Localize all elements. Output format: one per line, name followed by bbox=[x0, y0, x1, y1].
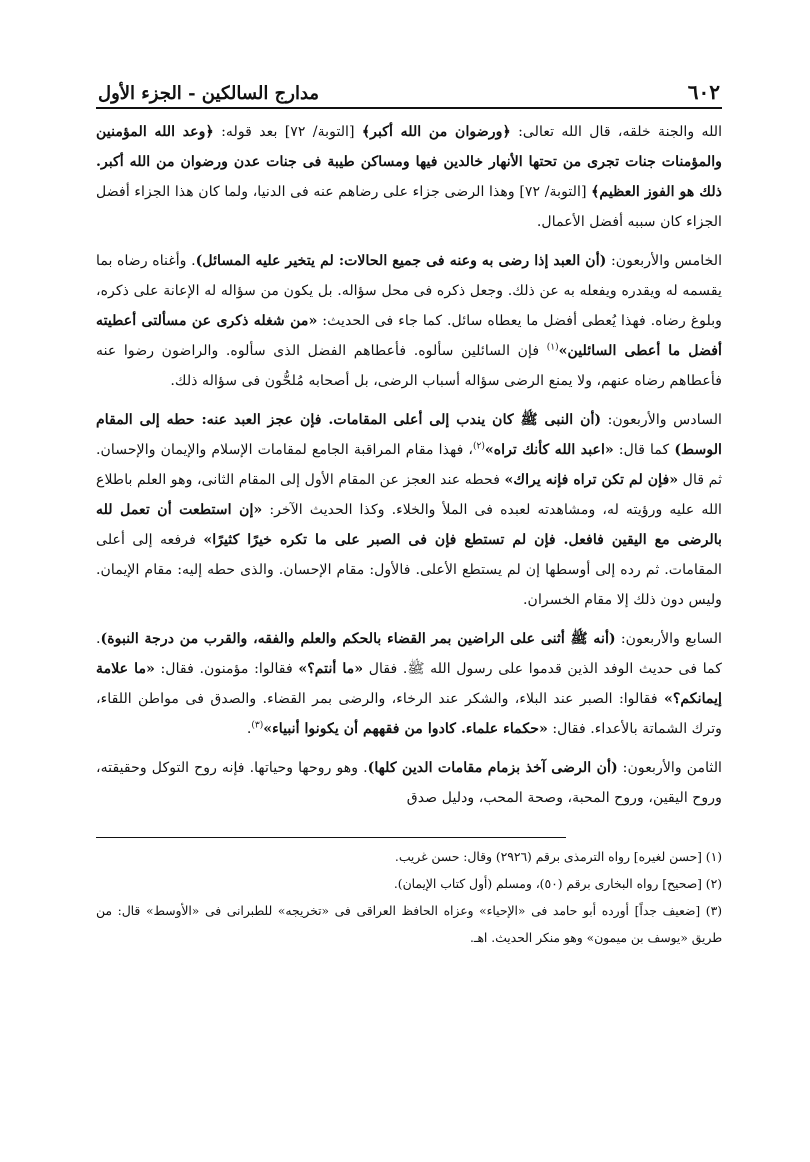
page-header bbox=[96, 70, 722, 109]
emphasized-text: «اعبد الله كأنك تراه» bbox=[484, 442, 614, 458]
paragraph bbox=[96, 246, 722, 396]
page-number: ٦٠٢ bbox=[687, 80, 720, 104]
emphasized-text: (أنه ﷺ أثنى على الراضين بمر القضاء بالحكم والعلم والفقه، والقرب من درجة النبوة) bbox=[100, 631, 616, 647]
text-run: فإن السائلين سألوه. فأعطاهم الفضل الذى سألوه. والراضون رضوا عنه فأعطاهم رضاه عنهم، ولا يمنع الرضى سؤاله أسباب الرضى، بل أصحابه مُلحُّون فى سؤاله ذلك. bbox=[96, 343, 722, 389]
emphasized-text: ﴿وعد الله المؤمنين والمؤمنات جنات تجرى من تحتها الأنهار خالدين فيها ومساكن طيبة فى جنات عدن ورضوان من الله أكبر. ذلك هو الفوز العظيم﴾ bbox=[96, 124, 722, 200]
emphasized-text: «من شغله ذكرى عن مسألتى أعطيته أفضل ما أعطى السائلين» bbox=[96, 313, 722, 359]
text-run: السابع والأربعون: bbox=[615, 631, 722, 647]
text-run: . bbox=[246, 721, 252, 737]
text-run: ، فهذا مقام المراقبة الجامع لمقامات الإسلام والإيمان والإحسان. ثم قال bbox=[96, 442, 723, 488]
emphasized-text: «حكماء علماء. كادوا من فقههم أن يكونوا أنبياء» bbox=[263, 721, 548, 737]
footnote-1: (١) [حسن لغيره] رواه الترمذى برقم (٢٩٢٦) وقال: حسن غريب. bbox=[394, 850, 722, 865]
text-run: السادس والأربعون: bbox=[601, 412, 722, 428]
text-run: الثامن والأربعون: bbox=[617, 760, 722, 776]
book-page bbox=[96, 70, 722, 952]
emphasized-text: «فإن لم تكن تراه فإنه يراك» bbox=[504, 472, 679, 488]
footnotes bbox=[96, 844, 722, 952]
text-run: فقالوا: الصبر عند البلاء، والشكر عند الرخاء، والرضى بمر القضاء. والصدق فى مواطن اللقاء، وترك الشماتة بالأعداء. فقال: bbox=[96, 691, 722, 737]
text-run: [التوبة/ ٧٢] بعد قوله: bbox=[213, 124, 362, 140]
emphasized-text: ﴿ورضوان من الله أكبر﴾ bbox=[361, 124, 511, 140]
footnote-reference: (١) bbox=[546, 342, 559, 353]
emphasized-text: «ما أنتم؟» bbox=[298, 661, 364, 677]
footnote-reference: (٢) bbox=[472, 441, 485, 452]
footnote-reference: (٣) bbox=[251, 720, 264, 731]
text-run: [التوبة/ ٧٢] وهذا الرضى جزاء على رضاهم عنه فى الدنيا، ولما كان هذا الجزاء أفضل الجزاء كان سببه أفضل الأعمال. bbox=[96, 184, 722, 230]
text-run: الله والجنة خلقه، قال الله تعالى: bbox=[510, 124, 723, 140]
emphasized-text: «إن استطعت أن تعمل لله بالرضى مع اليقين فافعل. فإن لم تستطع فإن فى الصبر على ما تكره خيرًا كثيرًا» bbox=[96, 502, 722, 548]
text-run: . كما فى حديث الوفد الذين قدموا على رسول الله ﷺ. فقال bbox=[96, 631, 722, 677]
paragraph bbox=[96, 753, 722, 813]
paragraph bbox=[96, 405, 722, 615]
text-run: كما قال: bbox=[613, 442, 675, 458]
paragraph bbox=[96, 624, 722, 744]
text-run: الخامس والأربعون: bbox=[606, 253, 723, 269]
emphasized-text: (أن النبى ﷺ كان يندب إلى أعلى المقامات. فإن عجز العبد عنه: حطه إلى المقام الوسط) bbox=[96, 412, 722, 458]
emphasized-text: «ما علامة إيمانكم؟» bbox=[96, 661, 722, 707]
text-run: فرفعه إلى أعلى المقامات. ثم رده إلى أوسطها إن لم يستطع الأعلى. فالأول: مقام الإحسان. والذى حطه إليه: مقام الإيمان. وليس دون ذلك إلا مقام الخسران. bbox=[96, 532, 722, 608]
main-text bbox=[96, 117, 722, 813]
text-run: . وهو روحها وحياتها. فإنه روح التوكل وحقيقته، وروح اليقين، وروح المحبة، وصحة المحب، ودليل صدق bbox=[96, 760, 722, 806]
emphasized-text: (أن العبد إذا رضى به وعنه فى جميع الحالات: لم يتخير عليه المسائل) bbox=[195, 253, 607, 269]
paragraph bbox=[96, 117, 722, 237]
text-run: فقالوا: مؤمنون. فقال: bbox=[154, 661, 299, 677]
footnote-3: (٣) [ضعيف جداً] أورده أبو حامد فى «الإحياء» وعزاه الحافظ العراقى فى «تخريجه» للطبرانى فى «الأوسط» قال: من طريق «يوسف بن ميمون» وهو منكر الحديث. اهـ. bbox=[96, 904, 722, 946]
text-run: فحطه عند العجز عن المقام الأول إلى المقام الثانى، وهو العلم باطلاع الله عليه ورؤيته له، ومشاهدته لعبده فى الملأ والخلاء. وكذا الحديث الآخر: bbox=[96, 472, 722, 518]
footnote-2: (٢) [صحيح] رواه البخارى برقم (٥٠)، ومسلم (أول كتاب الإيمان). bbox=[393, 877, 722, 892]
text-run: . وأغناه رضاه بما يقسمه له ويقدره ويفعله به عن ذلك. وجعل ذكره فى محل سؤاله. بل يكون من سؤاله له الإعانة على ذكره، وبلوغ رضاه. فهذا يُعطى أفضل ما يعطاه سائل. كما جاء فى الحديث: bbox=[96, 253, 722, 329]
running-title: مدارج السالكين - الجزء الأول bbox=[98, 83, 320, 104]
emphasized-text: (أن الرضى آخذ بزمام مقامات الدين كلها) bbox=[367, 760, 618, 776]
footnote-separator bbox=[96, 837, 566, 838]
